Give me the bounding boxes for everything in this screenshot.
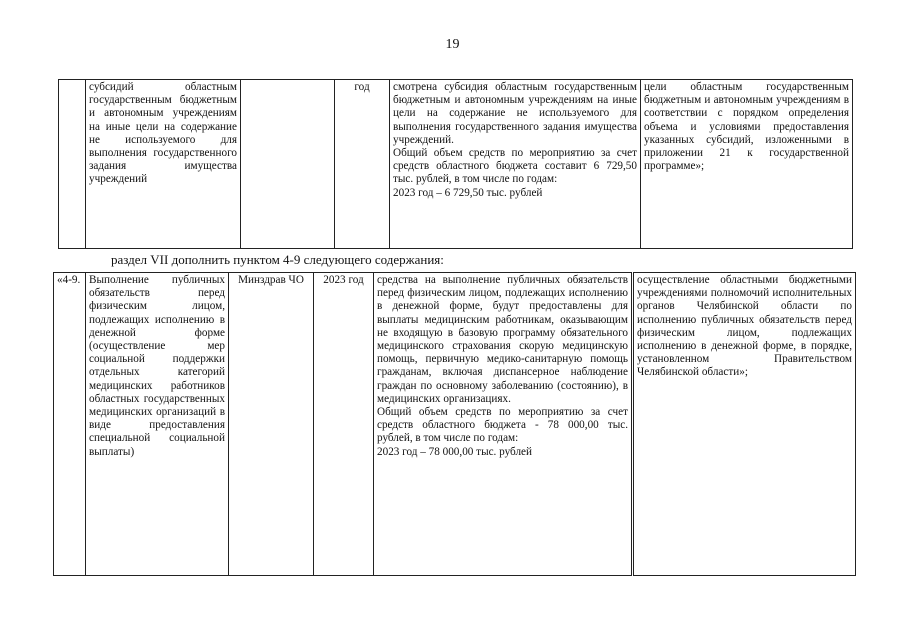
cell-term: 2023 год xyxy=(314,273,374,576)
desc-paragraph: Общий объем средств по мероприятию за счет средств областного бюджета - 78 000,00 тыс. рублей, в том числе по годам: xyxy=(377,406,628,445)
desc-paragraph: 2023 год – 6 729,50 тыс. рублей xyxy=(393,186,543,199)
table-continued xyxy=(58,79,853,249)
cell-description xyxy=(390,80,641,249)
section-instruction: раздел VII дополнить пунктом 4-9 следующего содержания: xyxy=(111,252,444,267)
desc-paragraph: 2023 год – 78 000,00 тыс. рублей xyxy=(377,445,532,458)
desc-paragraph: смотрена субсидия областным государственным бюджетным и автономным учреждениям на иные цели на содержание не используемого для выполнения государственного задания имущества учреждений. xyxy=(393,81,637,146)
cell-number: «4-9. xyxy=(54,273,86,576)
desc-paragraph: Общий объем средств по мероприятию за счет средств областного бюджета составит 6 729,50 тыс. рублей, в том числе по годам: xyxy=(393,147,637,186)
page-number: 19 xyxy=(445,37,460,52)
cell-name: субсидий областным государственным бюджетным и автономным учреждениям на иные цели на содержание не используемого для выполнения государственного задания имущества учреждений xyxy=(86,80,241,249)
table-row xyxy=(59,80,853,249)
cell-name: Выполнение публичных обязательств перед физическим лицом, подлежащих исполнению в денежной форме (осуществление мер социальной поддержки отдельных категорий медицинских работников областных государственных медицинских организаций в виде предоставления специальной социальной выплаты) xyxy=(86,273,229,576)
table-row xyxy=(54,273,856,576)
cell-result: осуществление областными бюджетными учреждениями полномочий исполнительных органов Челябинской области по исполнению публичных обязательств перед физическим лицом, подлежащих исполнению в денежной форме, в порядке, установленном Правительством Челябинской области»; xyxy=(633,273,856,576)
desc-paragraph: средства на выполнение публичных обязательств перед физическим лицом, подлежащих исполнению в денежной форме, будут предоставлены для выплаты медицинским работникам, оказывающим не входящую в базовую программу обязательного медицинского страхования скорую медицинскую помощь, первичную медико-санитарную помощь гражданам, включая диспансерное наблюдение граждан по основному заболеванию (состоянию), в медицинских организациях. xyxy=(377,274,628,405)
cell-term: год xyxy=(335,80,390,249)
cell-executor: Минздрав ЧО xyxy=(229,273,314,576)
cell-executor xyxy=(241,80,335,249)
cell-result: цели областным государственным бюджетным и автономным учреждениям в соответствии с порядком определения объема и условиями предоставления указанных субсидий, изложенными в приложении 21 к государственной программе»; xyxy=(641,80,853,249)
cell-description xyxy=(374,273,633,576)
cell-number xyxy=(59,80,86,249)
table-new-item xyxy=(53,272,856,576)
